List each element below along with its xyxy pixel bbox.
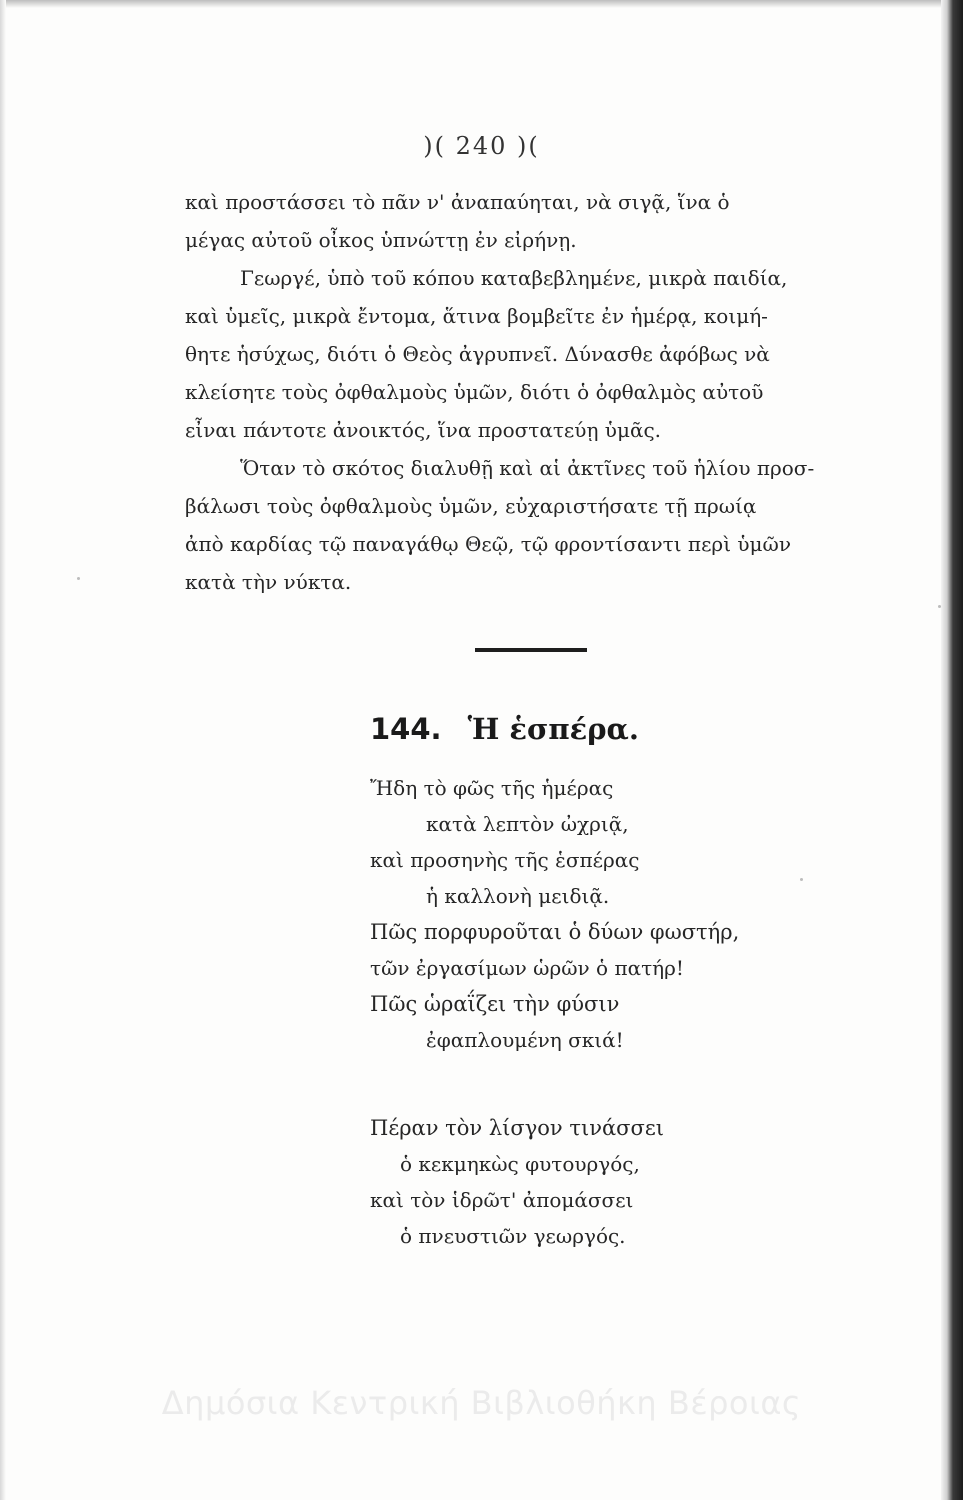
poem-verse: Ἤδη τὸ φῶς τῆς ἡμέρας [370, 776, 614, 800]
page-number: )( 240 )( [423, 132, 540, 160]
section-divider [475, 648, 587, 652]
prose-line: Ὅταν τὸ σκότος διαλυθῇ καὶ αἱ ἀκτῖνες τοῦ ἡλίου προσ- [240, 456, 815, 480]
poem-verse: ὁ κεκμηκὼς φυτουργός, [400, 1152, 640, 1176]
poem-verse: καὶ τὸν ἱδρῶτ' ἀπομάσσει [370, 1188, 634, 1212]
poem-verse: Πέραν τὸν λίσγον τινάσσει [370, 1116, 664, 1140]
poem-stanza-2 [370, 1110, 830, 1254]
scan-edge-right [941, 0, 963, 1500]
prose-line: Γεωργέ, ὑπὸ τοῦ κόπου καταβεβλημένε, μικρὰ παιδία, [240, 266, 788, 290]
prose-line: καὶ προστάσσει τὸ πᾶν ν' ἀναπαύηται, νὰ σιγᾷ, ἵνα ὁ [185, 190, 730, 214]
poem-stanza-1 [370, 770, 830, 1058]
poem-verse: κατὰ λεπτὸν ὠχριᾷ, [426, 812, 629, 836]
poem-verse: Πῶς πορφυροῦται ὁ δύων φωστήρ, [370, 920, 740, 944]
poem-verse: ἐφαπλουμένη σκιά! [426, 1028, 624, 1052]
prose-line: θητε ἡσύχως, διότι ὁ Θεὸς ἀγρυπνεῖ. Δύνασθε ἀφόβως νὰ [185, 342, 770, 366]
prose-line: κατὰ τὴν νύκτα. [185, 570, 352, 594]
scan-edge-top [0, 0, 963, 8]
section-title: Ἡ ἑσπέρα. [467, 712, 639, 746]
poem-verse: τῶν ἐργασίμων ὡρῶν ὁ πατήρ! [370, 956, 684, 980]
prose-line: μέγας αὐτοῦ οἶκος ὑπνώττῃ ἐν εἰρήνῃ. [185, 228, 577, 252]
prose-line: ἀπὸ καρδίας τῷ παναγάθῳ Θεῷ, τῷ φροντίσαντι περὶ ὑμῶν [185, 532, 792, 556]
poem-verse: Πῶς ὡραΐζει τὴν φύσιν [370, 992, 620, 1016]
scan-edge-left [0, 0, 6, 1500]
section-heading [370, 712, 639, 746]
prose-line: βάλωσι τοὺς ὀφθαλμοὺς ὑμῶν, εὐχαριστήσατε τῇ πρωίᾳ [185, 494, 757, 518]
scan-speck [938, 605, 941, 608]
poem-verse: ἡ καλλονὴ μειδιᾷ. [426, 884, 610, 908]
scan-speck [77, 577, 80, 580]
library-watermark: Δημόσια Κεντρική Βιβλιοθήκη Βέροιας [161, 1384, 802, 1422]
prose-line: εἶναι πάντοτε ἀνοικτός, ἵνα προστατεύῃ ὑμᾶς. [185, 418, 662, 442]
scan-speck [800, 878, 803, 881]
poem-verse: καὶ προσηνὴς τῆς ἑσπέρας [370, 848, 640, 872]
poem-verse: ὁ πνευστιῶν γεωργός. [400, 1224, 626, 1248]
prose-line: καὶ ὑμεῖς, μικρὰ ἔντομα, ἅτινα βομβεῖτε ἐν ἡμέρᾳ, κοιμή- [185, 304, 768, 328]
prose-block [185, 183, 905, 601]
prose-line: κλείσητε τοὺς ὀφθαλμοὺς ὑμῶν, διότι ὁ ὀφθαλμὸς αὐτοῦ [185, 380, 764, 404]
section-number: 144. [370, 712, 442, 746]
